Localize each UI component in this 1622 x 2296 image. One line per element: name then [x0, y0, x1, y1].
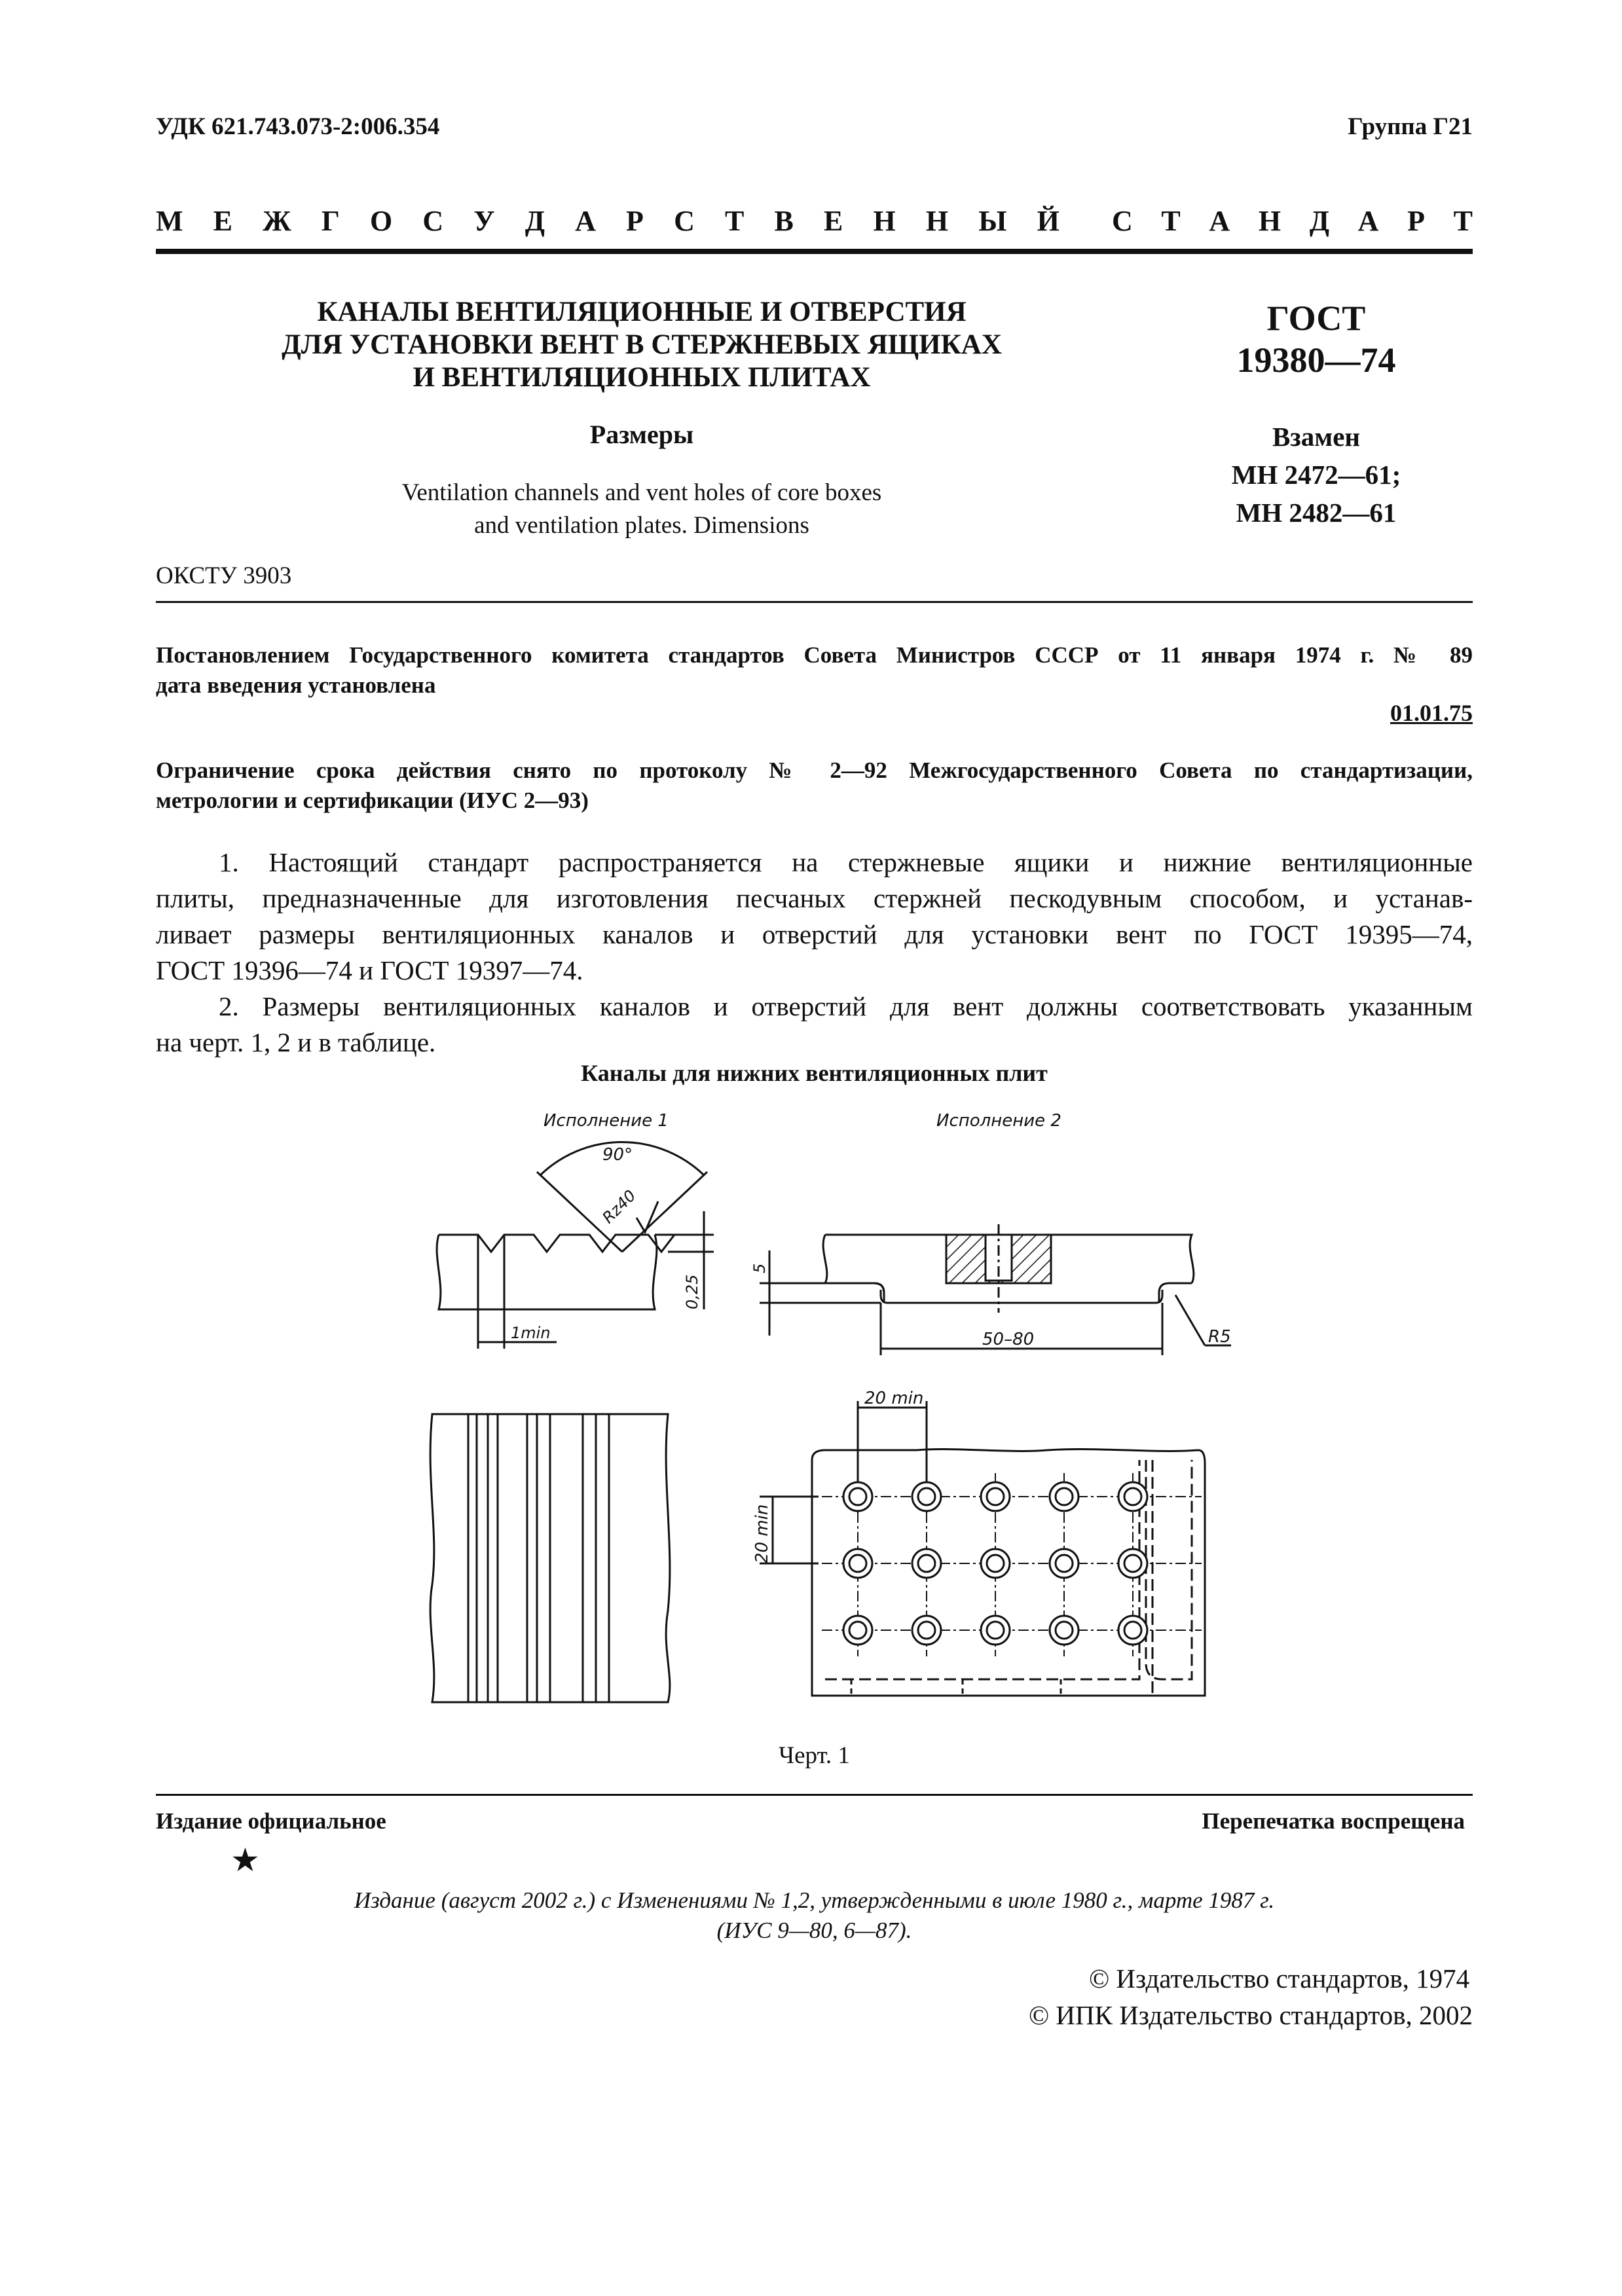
heading-letter: Й	[1037, 205, 1060, 237]
gost-label: ГОСТ	[1266, 299, 1366, 338]
footer-rule	[156, 1794, 1473, 1796]
heading-letter: Т	[1453, 205, 1473, 237]
heading-letter: Н	[873, 205, 896, 237]
figure-title: Каналы для нижних вентиляционных плит	[581, 1060, 1048, 1086]
replaces-block	[1198, 418, 1434, 532]
udk-code: УДК 621.743.073-2:006.354	[156, 113, 440, 140]
decree-text	[156, 640, 1473, 701]
p1-line-3: ливает размеры вентиляционных каналов и отверстий для установки вент по ГОСТ 19395—74,	[156, 919, 1473, 949]
heading-word-1	[156, 204, 1060, 241]
paragraph-2	[156, 989, 1473, 1061]
copyright-block	[1029, 1960, 1473, 2033]
heading-letter: А	[1209, 205, 1230, 237]
title-rule	[156, 601, 1473, 603]
roughness-label: Rz40	[599, 1186, 640, 1228]
p1-line-4: ГОСТ 19396—74 и ГОСТ 19397—74.	[156, 955, 583, 985]
english-line-2: and ventilation plates. Dimensions	[474, 512, 809, 539]
vent-hole	[849, 1488, 866, 1505]
heading-letter: О	[369, 205, 393, 237]
gost-number: 19380—74	[1236, 340, 1396, 380]
decree-line-1: Постановлением Государственного комитета стандартов Совета Министров СССР от 11 января 1974 г. № 89	[156, 642, 1473, 668]
angle-line-right	[622, 1172, 707, 1252]
hole-pitch-y-label: 20 min	[752, 1504, 772, 1563]
radius-label: R5	[1208, 1327, 1231, 1347]
title-line-2: ДЛЯ УСТАНОВКИ ВЕНТ В СТЕРЖНЕВЫХ ЯЩИКАХ	[282, 329, 1002, 360]
heading-letter: Д	[525, 205, 545, 237]
pitch-label: 1min	[511, 1324, 551, 1342]
heading-letter: Ы	[978, 205, 1007, 237]
edition-line-1: Издание (август 2002 г.) с Изменениями № 1,2, утвержденными в июле 1980 г., марте 1987 г.	[354, 1887, 1275, 1913]
p2-line-2: на черт. 1, 2 и в таблице.	[156, 1027, 436, 1057]
p2-line-1: 2. Размеры вентиляционных каналов и отверстий для вент должны соответствовать указанным	[219, 991, 1473, 1021]
vent-hole	[918, 1555, 935, 1572]
heading-rule	[156, 249, 1473, 254]
heading-letter: Е	[824, 205, 843, 237]
heading-letter: А	[1357, 205, 1379, 237]
vent-hole	[1056, 1622, 1073, 1639]
variant2-label: Исполнение 2	[936, 1111, 1061, 1131]
replaces-2: МН 2482—61	[1236, 498, 1397, 528]
group-code: Группа Г21	[1348, 113, 1473, 140]
plate-section-1	[437, 1235, 657, 1309]
heading-letter: А	[575, 205, 596, 237]
vent-hole	[1124, 1555, 1141, 1572]
reprint-prohibited: Перепечатка воспрещена	[1202, 1808, 1465, 1834]
heading-word-2	[1112, 204, 1473, 241]
heading-letter: С	[674, 205, 695, 237]
heading-letter: Т	[725, 205, 745, 237]
official-edition: Издание официальное	[156, 1808, 386, 1834]
depth-label: 0,25	[683, 1274, 701, 1309]
gost-block	[1198, 297, 1434, 381]
technical-drawing	[393, 1087, 1283, 1741]
restriction-text	[156, 756, 1473, 816]
vent-hole	[987, 1555, 1004, 1572]
english-title	[216, 477, 1067, 542]
heading-letter: У	[473, 205, 495, 237]
vent-hole	[1056, 1555, 1073, 1572]
heading-letter: Ж	[263, 205, 291, 237]
replaces-1: МН 2472—61;	[1231, 460, 1401, 490]
heading-letter: Д	[1309, 205, 1329, 237]
angle-label: 90°	[602, 1145, 633, 1165]
title-line-1: КАНАЛЫ ВЕНТИЛЯЦИОННЫЕ И ОТВЕРСТИЯ	[317, 297, 967, 327]
vent-hole	[1124, 1622, 1141, 1639]
decree-line-2: дата введения установлена	[156, 672, 436, 698]
width-label: 50–80	[982, 1330, 1035, 1349]
vent-hole	[849, 1622, 866, 1639]
paragraph-1	[156, 845, 1473, 989]
groove-profile	[439, 1235, 674, 1252]
vent-hole	[1056, 1488, 1073, 1505]
hole-pitch-x-label: 20 min	[864, 1389, 924, 1408]
star-icon: ★	[230, 1842, 260, 1878]
standard-heading	[156, 204, 1473, 241]
introduction-date: 01.01.75	[1390, 700, 1473, 726]
heading-letter: В	[774, 205, 794, 237]
variant1-label: Исполнение 1	[544, 1111, 669, 1131]
restriction-line-1: Ограничение срока действия снято по протоколу № 2—92 Межгосударственного Совета по стандартизации,	[156, 757, 1473, 783]
heading-letter: М	[156, 205, 183, 237]
p1-line-1: 1. Настоящий стандарт распространяется на стержневые ящики и нижние вентиляционные	[219, 847, 1473, 877]
restriction-line-2: метрологии и сертификации (ИУС 2—93)	[156, 788, 589, 813]
subtitle: Размеры	[589, 420, 694, 449]
channel-outline	[887, 1290, 1162, 1303]
copyright-2: © ИПК Издательство стандартов, 2002	[1028, 2000, 1473, 2030]
english-line-1: Ventilation channels and vent holes of core boxes	[401, 479, 882, 506]
thickness-label: 5	[750, 1263, 769, 1273]
heading-letter: С	[1112, 205, 1133, 237]
document-title	[216, 296, 1067, 394]
heading-letter: С	[422, 205, 444, 237]
okstu-code: ОКСТУ 3903	[156, 562, 292, 589]
heading-letter: Н	[1258, 205, 1281, 237]
heading-letter: Т	[1161, 205, 1181, 237]
roughness-sign	[636, 1201, 658, 1232]
heading-letter: Е	[213, 205, 233, 237]
vent-hole	[918, 1488, 935, 1505]
vent-hole	[918, 1622, 935, 1639]
heading-letter: Р	[626, 205, 644, 237]
p1-line-2: плиты, предназначенные для изготовления песчаных стержней пескодувным способом, и устанав-	[156, 883, 1473, 913]
heading-letter: Н	[925, 205, 949, 237]
radius-leader	[1175, 1295, 1205, 1345]
copyright-1: © Издательство стандартов, 1974	[1088, 1963, 1470, 1994]
edition-note	[156, 1886, 1473, 1946]
title-line-3: И ВЕНТИЛЯЦИОННЫХ ПЛИТАХ	[413, 362, 871, 393]
figure-caption: Черт. 1	[779, 1742, 850, 1769]
heading-letter: Р	[1407, 205, 1425, 237]
vent-hole	[987, 1622, 1004, 1639]
vent-hole	[987, 1488, 1004, 1505]
vent-hole	[1124, 1488, 1141, 1505]
vent-hole	[849, 1555, 866, 1572]
edition-line-2: (ИУС 9—80, 6—87).	[716, 1918, 912, 1943]
replaces-label: Взамен	[1272, 422, 1361, 452]
heading-letter: Г	[321, 205, 340, 237]
